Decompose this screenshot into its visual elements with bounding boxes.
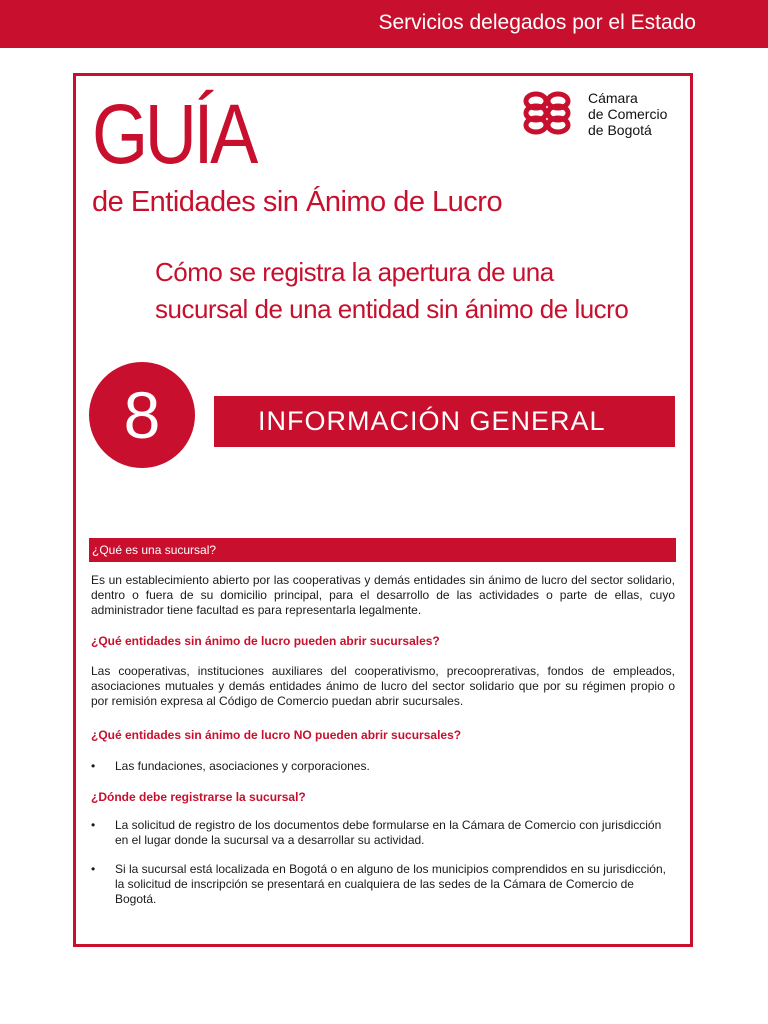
guide-topic xyxy=(155,254,628,328)
camara-comercio-logo-text xyxy=(588,90,667,138)
bullet-icon: • xyxy=(91,862,96,876)
answer-paragraph-1: Es un establecimiento abierto por las cooperativas y demás entidades sin ánimo de lucro del sector solidario, dentro o fuera de su domicilio principal, para el desarrollo de las actividades o parte de ellas, cuyo administrador tiene facultad es para representarla legalmente. xyxy=(91,573,675,617)
logo-text-line-2: de Comercio xyxy=(588,106,668,122)
bullet-icon: • xyxy=(91,818,96,832)
logo-text-line-3: de Bogotá xyxy=(588,122,652,138)
guide-subtitle: de Entidades sin Ánimo de Lucro xyxy=(92,186,503,218)
guide-number-badge: 8 xyxy=(89,362,195,468)
guide-topic-line-1: Cómo se registra la apertura de una xyxy=(155,257,554,287)
question-heading-4: ¿Dónde debe registrarse la sucursal? xyxy=(91,790,306,804)
list-item-text: La solicitud de registro de los documentos debe formularse en la Cámara de Comercio con jurisdicción en el lugar donde la sucursal va a desarrollar su actividad. xyxy=(115,818,662,847)
question-heading-1: ¿Qué es una sucursal? xyxy=(89,538,676,562)
answer-paragraph-2: Las cooperativas, instituciones auxiliares del cooperativismo, precooprerativas, fondos de empleados, asociaciones mutuales y demás entidades ánimo de lucro del sector solidario que por su régimen propio o por remisión expresa al Código de Comercio puedan abrir sucursales. xyxy=(91,664,675,708)
guide-title: GUÍA xyxy=(92,87,255,181)
question-heading-3: ¿Qué entidades sin ánimo de lucro NO pueden abrir sucursales? xyxy=(91,728,462,742)
list-item-text: Las fundaciones, asociaciones y corporaciones. xyxy=(115,759,370,773)
guide-topic-line-2: sucursal de una entidad sin ánimo de lucro xyxy=(155,294,629,324)
camara-comercio-logo xyxy=(522,90,668,141)
list-item-text: Si la sucursal está localizada en Bogotá o en alguno de los municipios comprendidos en su jurisdicción, la solicitud de inscripción se presentará en cualquiera de las sedes de la Cámara de Comercio de Bogotá. xyxy=(115,862,666,906)
camara-comercio-logo-icon xyxy=(522,90,584,136)
section-banner: INFORMACIÓN GENERAL xyxy=(214,396,675,447)
list-item xyxy=(91,862,675,907)
logo-text-line-1: Cámara xyxy=(588,90,638,106)
list-item xyxy=(91,818,675,848)
list-item xyxy=(91,759,675,774)
question-heading-2: ¿Qué entidades sin ánimo de lucro pueden abrir sucursales? xyxy=(91,634,440,648)
bullet-icon: • xyxy=(91,759,96,773)
header-banner xyxy=(0,0,768,48)
header-banner-text: Servicios delegados por el Estado xyxy=(378,11,696,34)
